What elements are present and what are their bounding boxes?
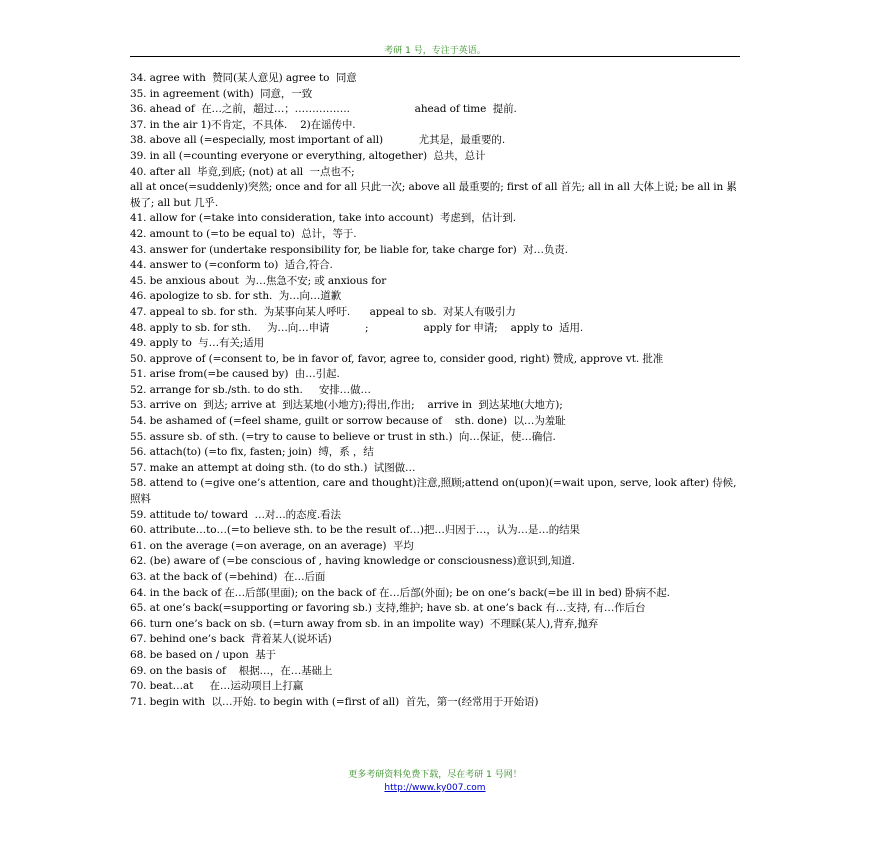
entry-68: 68. be based on / upon 基于 <box>130 648 276 661</box>
entry-50: 50. approve of (=consent to, be in favor of, favor, agree to, consider good, right) 赞成, approve vt. 批准 <box>130 352 664 365</box>
entry-64: 64. in the back of 在…后部(里面); on the back of 在…后部(外面); be on one’s back(=be ill in bed) 卧病不起. <box>130 586 670 599</box>
entry-34: 34. agree with 赞同(某人意见) agree to 同意 <box>130 72 357 84</box>
entry-36: 36. ahead of 在…之前，超过…；……………. ahead of time 提前. <box>130 103 517 116</box>
entry-54: 54. be ashamed of (=feel shame, guilt or sorrow because of sth. done) 以…为羞耻 <box>130 415 566 428</box>
entry-49: 49. apply to 与…有关;适用 <box>130 337 265 350</box>
entry-62: 62. (be) aware of (=be conscious of , having knowledge or consciousness)意识到,知道. <box>130 555 575 568</box>
entry-59: 59. attitude to/ toward …对…的态度.看法 <box>130 508 341 521</box>
entry-38: 38. above all (=especially, most important of all) 尤其是，最重要的. <box>130 134 506 147</box>
entry-60: 60. attribute…to…(=to believe sth. to be the result of…)把…归因于…，认为…是…的结果 <box>130 524 580 537</box>
entry-52: 52. arrange for sb./sth. to do sth. 安排…做… <box>130 383 371 396</box>
entry-56: 56. attach(to) (=to fix, fasten; join) 缚，系 ，结 <box>130 446 374 459</box>
footer-link[interactable]: http://www.ky007.com <box>384 783 486 793</box>
entry-48: 48. apply to sb. for sth. 为…向…申请 ; apply for 申请; apply to 适用. <box>130 321 584 334</box>
entry-57: 57. make an attempt at doing sth. (to do sth.) 试图做… <box>130 461 416 474</box>
page-footer <box>130 769 740 795</box>
entry-70: 70. beat…at 在…运动项目上打赢 <box>130 680 304 693</box>
entry-66: 66. turn one’s back on sb. (=turn away from sb. in an impolite way) 不理睬(某人),背弃,抛弃 <box>130 617 599 630</box>
entry-51: 51. arise from(=be caused by) 由…引起. <box>130 368 340 381</box>
header-text: 考研 1 号，专注于英语。 <box>384 46 486 56</box>
entry-63: 63. at the back of (=behind) 在…后面 <box>130 571 326 583</box>
entry-39: 39. in all (=counting everyone or everything, altogether) 总共，总计 <box>130 149 486 162</box>
footer-text: 更多考研资料免费下载，尽在考研 1 号网！ <box>348 770 522 780</box>
entry-47: 47. appeal to sb. for sth. 为某事向某人呼吁. appeal to sb. 对某人有吸引力 <box>130 305 516 318</box>
entry-37: 37. in the air 1)不肯定，不具体. 2)在谣传中. <box>130 118 356 131</box>
entry-40: 40. after all 毕竟,到底; (not) at all 一点也不; <box>130 165 355 178</box>
entry-71: 71. begin with 以…开始. to begin with (=first of all) 首先，第一(经常用于开始语) <box>130 695 539 708</box>
entry-42: 42. amount to (=to be equal to) 总计，等于. <box>130 227 357 240</box>
entry-55: 55. assure sb. of sth. (=try to cause to believe or trust in sth.) 向…保证，使…确信. <box>130 430 556 443</box>
entry-46: 46. apologize to sb. for sth. 为…向…道歉 <box>130 290 342 303</box>
entry-44: 44. answer to (=conform to) 适合,符合. <box>130 259 333 272</box>
entry-61: 61. on the average (=on average, on an average) 平均 <box>130 539 414 552</box>
entry-35: 35. in agreement (with) 同意，一致 <box>130 87 313 100</box>
entry-69: 69. on the basis of 根据…，在…基础上 <box>130 664 333 677</box>
page-header <box>130 38 740 57</box>
entry-65: 65. at one’s back(=supporting or favoring sb.) 支持,维护; have sb. at one’s back 有…支持, 有…作后台 <box>130 602 646 615</box>
entry-67: 67. behind one’s back 背着某人(说坏话) <box>130 633 332 646</box>
entry-53: 53. arrive on 到达; arrive at 到达某地(小地方);得出,作出; arrive in 到达某地(大地方); <box>130 399 563 412</box>
entry-58: 58. attend to (=give one’s attention, care and thought)注意,照顾;attend on(upon)(=wait upon, serve, look after) 侍候,照料 <box>130 477 737 506</box>
document-body <box>130 71 742 710</box>
entry-43: 43. answer for (undertake responsibility for, be liable for, take charge for) 对…负责. <box>130 243 568 256</box>
entry-41: 41. allow for (=take into consideration, take into account) 考虑到，估计到. <box>130 212 516 225</box>
entry-40-continued: all at once(=suddenly)突然; once and for all 只此一次; above all 最重要的; first of all 首先; all in all 大体上说; be all in 累极了; all but 几乎. <box>130 181 737 209</box>
entry-45: 45. be anxious about 为…焦急不安; 或 anxious for <box>130 274 387 287</box>
